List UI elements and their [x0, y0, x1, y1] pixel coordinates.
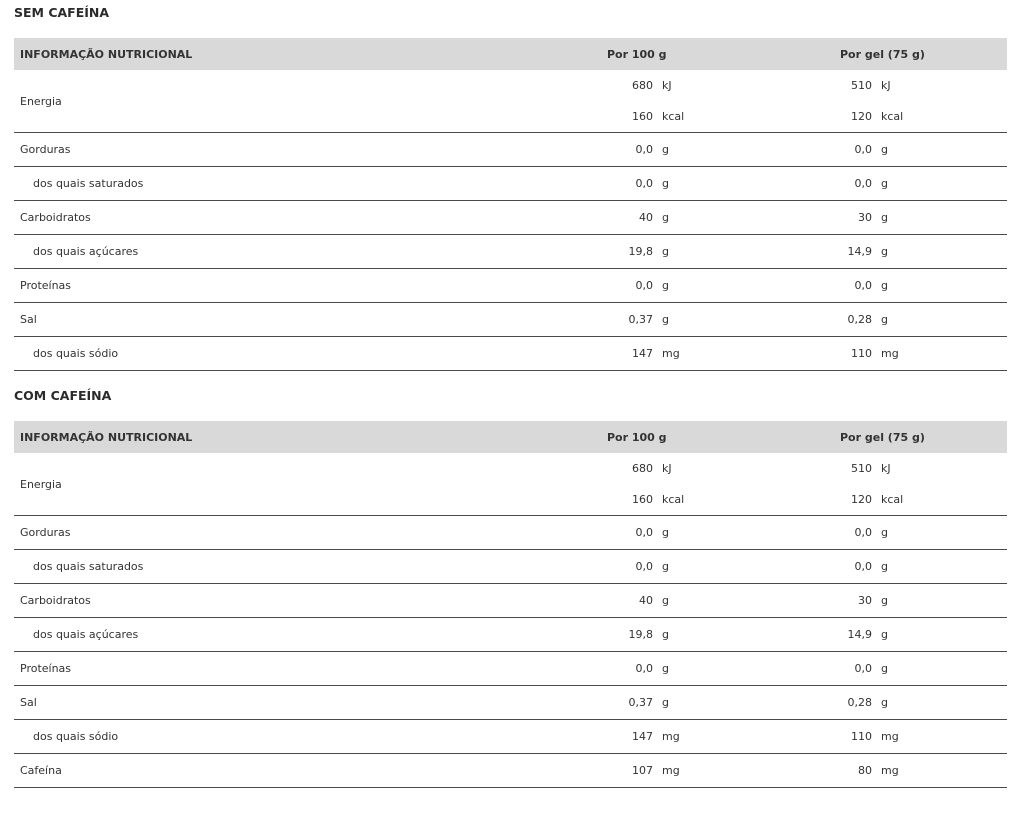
cell-per-gel: [750, 652, 1007, 686]
value: 30: [858, 594, 872, 607]
row-label: dos quais sódio: [14, 337, 394, 371]
value: 147: [632, 730, 653, 743]
unit: kcal: [881, 110, 904, 123]
cell-per-100g: [394, 70, 750, 133]
header-label: INFORMAÇÃO NUTRICIONAL: [14, 38, 394, 70]
value: 14,9: [847, 245, 872, 258]
table-row-energy: [14, 70, 1007, 133]
unit: mg: [881, 347, 899, 360]
cell-per-gel: [750, 618, 1007, 652]
value: 30: [858, 211, 872, 224]
value: 120: [851, 110, 872, 123]
value: 0,0: [635, 177, 653, 190]
row-label: Energia: [14, 70, 394, 133]
unit: g: [662, 279, 669, 292]
cell-per-gel: [750, 303, 1007, 337]
unit: kJ: [881, 79, 891, 92]
unit: g: [881, 211, 888, 224]
table-row: [14, 618, 1007, 652]
cell-per-100g: [394, 720, 750, 754]
unit: g: [881, 696, 888, 709]
unit: g: [662, 143, 669, 156]
unit: g: [662, 177, 669, 190]
value: 0,0: [854, 560, 872, 573]
row-label: Energia: [14, 453, 394, 516]
nutrition-table: [14, 421, 1007, 788]
table-row: [14, 201, 1007, 235]
cell-per-gel: [750, 337, 1007, 371]
unit: g: [662, 662, 669, 675]
value: 110: [851, 347, 872, 360]
row-label: dos quais açúcares: [14, 235, 394, 269]
value: 40: [639, 594, 653, 607]
cell-per-gel: [750, 686, 1007, 720]
unit: g: [662, 594, 669, 607]
header-label: INFORMAÇÃO NUTRICIONAL: [14, 421, 394, 453]
row-label: Gorduras: [14, 133, 394, 167]
row-label: dos quais sódio: [14, 720, 394, 754]
value: 510: [851, 79, 872, 92]
row-label: dos quais saturados: [14, 167, 394, 201]
unit: mg: [662, 730, 680, 743]
cell-per-gel: [750, 584, 1007, 618]
table-header-row: [14, 421, 1007, 453]
cell-per-gel: [750, 167, 1007, 201]
unit: g: [662, 560, 669, 573]
cell-per-gel: [750, 133, 1007, 167]
row-label: Cafeína: [14, 754, 394, 788]
nutrition-table: [14, 38, 1007, 371]
row-label: Sal: [14, 686, 394, 720]
unit: mg: [881, 730, 899, 743]
unit: g: [881, 279, 888, 292]
value: 80: [858, 764, 872, 777]
unit: g: [881, 662, 888, 675]
value: 0,37: [628, 313, 653, 326]
row-label: dos quais açúcares: [14, 618, 394, 652]
section-title: COM CAFEÍNA: [14, 388, 112, 403]
cell-per-gel: [750, 754, 1007, 788]
value: 0,0: [635, 662, 653, 675]
cell-per-100g: [394, 269, 750, 303]
table-row: [14, 516, 1007, 550]
cell-per-gel: [750, 235, 1007, 269]
unit: mg: [662, 764, 680, 777]
value: 0,0: [854, 279, 872, 292]
unit: g: [881, 594, 888, 607]
cell-per-100g: [394, 337, 750, 371]
value: 510: [851, 462, 872, 475]
unit: mg: [662, 347, 680, 360]
table-row: [14, 337, 1007, 371]
unit: kcal: [881, 493, 904, 506]
unit: g: [881, 526, 888, 539]
value: 0,28: [847, 696, 872, 709]
table-row: [14, 550, 1007, 584]
row-label: Carboidratos: [14, 584, 394, 618]
value: 19,8: [628, 245, 653, 258]
unit: g: [881, 177, 888, 190]
row-label: Carboidratos: [14, 201, 394, 235]
table-row: [14, 754, 1007, 788]
value: 0,0: [854, 177, 872, 190]
value: 0,0: [854, 662, 872, 675]
row-label: Proteínas: [14, 652, 394, 686]
value: 147: [632, 347, 653, 360]
value: 14,9: [847, 628, 872, 641]
unit: g: [881, 628, 888, 641]
table-header-row: [14, 38, 1007, 70]
unit: kcal: [662, 110, 685, 123]
row-label: Proteínas: [14, 269, 394, 303]
table-row: [14, 167, 1007, 201]
cell-per-gel: [750, 516, 1007, 550]
section-title: SEM CAFEÍNA: [14, 5, 110, 20]
table-row: [14, 686, 1007, 720]
cell-per-100g: [394, 550, 750, 584]
unit: g: [662, 211, 669, 224]
cell-per-100g: [394, 516, 750, 550]
row-label: dos quais saturados: [14, 550, 394, 584]
table-row: [14, 235, 1007, 269]
table-row: [14, 652, 1007, 686]
table-row: [14, 303, 1007, 337]
unit: kcal: [662, 493, 685, 506]
cell-per-gel: [750, 70, 1007, 133]
cell-per-100g: [394, 303, 750, 337]
cell-per-100g: [394, 133, 750, 167]
value: 0,0: [854, 526, 872, 539]
cell-per-gel: [750, 550, 1007, 584]
header-per-100g: Por 100 g: [394, 38, 750, 70]
value: 19,8: [628, 628, 653, 641]
value: 0,37: [628, 696, 653, 709]
value: 160: [632, 110, 653, 123]
value: 0,0: [635, 560, 653, 573]
cell-per-100g: [394, 652, 750, 686]
value: 0,28: [847, 313, 872, 326]
value: 680: [632, 462, 653, 475]
value: 110: [851, 730, 872, 743]
cell-per-100g: [394, 618, 750, 652]
cell-per-gel: [750, 720, 1007, 754]
unit: mg: [881, 764, 899, 777]
unit: g: [662, 628, 669, 641]
unit: g: [662, 696, 669, 709]
cell-per-100g: [394, 754, 750, 788]
unit: g: [662, 526, 669, 539]
unit: kJ: [662, 79, 672, 92]
cell-per-100g: [394, 584, 750, 618]
row-label: Gorduras: [14, 516, 394, 550]
header-per-gel: Por gel (75 g): [750, 421, 1007, 453]
value: 107: [632, 764, 653, 777]
unit: g: [662, 245, 669, 258]
table-row: [14, 720, 1007, 754]
unit: kJ: [662, 462, 672, 475]
cell-per-100g: [394, 453, 750, 516]
table-row: [14, 584, 1007, 618]
row-label: Sal: [14, 303, 394, 337]
cell-per-gel: [750, 453, 1007, 516]
section-sem-cafeina: [14, 0, 1007, 371]
unit: g: [881, 560, 888, 573]
header-per-gel: Por gel (75 g): [750, 38, 1007, 70]
value: 0,0: [635, 279, 653, 292]
cell-per-gel: [750, 201, 1007, 235]
value: 0,0: [635, 143, 653, 156]
table-row: [14, 269, 1007, 303]
unit: g: [881, 143, 888, 156]
cell-per-100g: [394, 167, 750, 201]
header-per-100g: Por 100 g: [394, 421, 750, 453]
table-row-energy: [14, 453, 1007, 516]
unit: g: [881, 245, 888, 258]
cell-per-100g: [394, 201, 750, 235]
cell-per-100g: [394, 686, 750, 720]
value: 160: [632, 493, 653, 506]
value: 0,0: [635, 526, 653, 539]
unit: g: [662, 313, 669, 326]
value: 40: [639, 211, 653, 224]
unit: g: [881, 313, 888, 326]
table-row: [14, 133, 1007, 167]
section-com-cafeina: [14, 383, 1007, 788]
cell-per-gel: [750, 269, 1007, 303]
unit: kJ: [881, 462, 891, 475]
value: 120: [851, 493, 872, 506]
value: 0,0: [854, 143, 872, 156]
cell-per-100g: [394, 235, 750, 269]
value: 680: [632, 79, 653, 92]
